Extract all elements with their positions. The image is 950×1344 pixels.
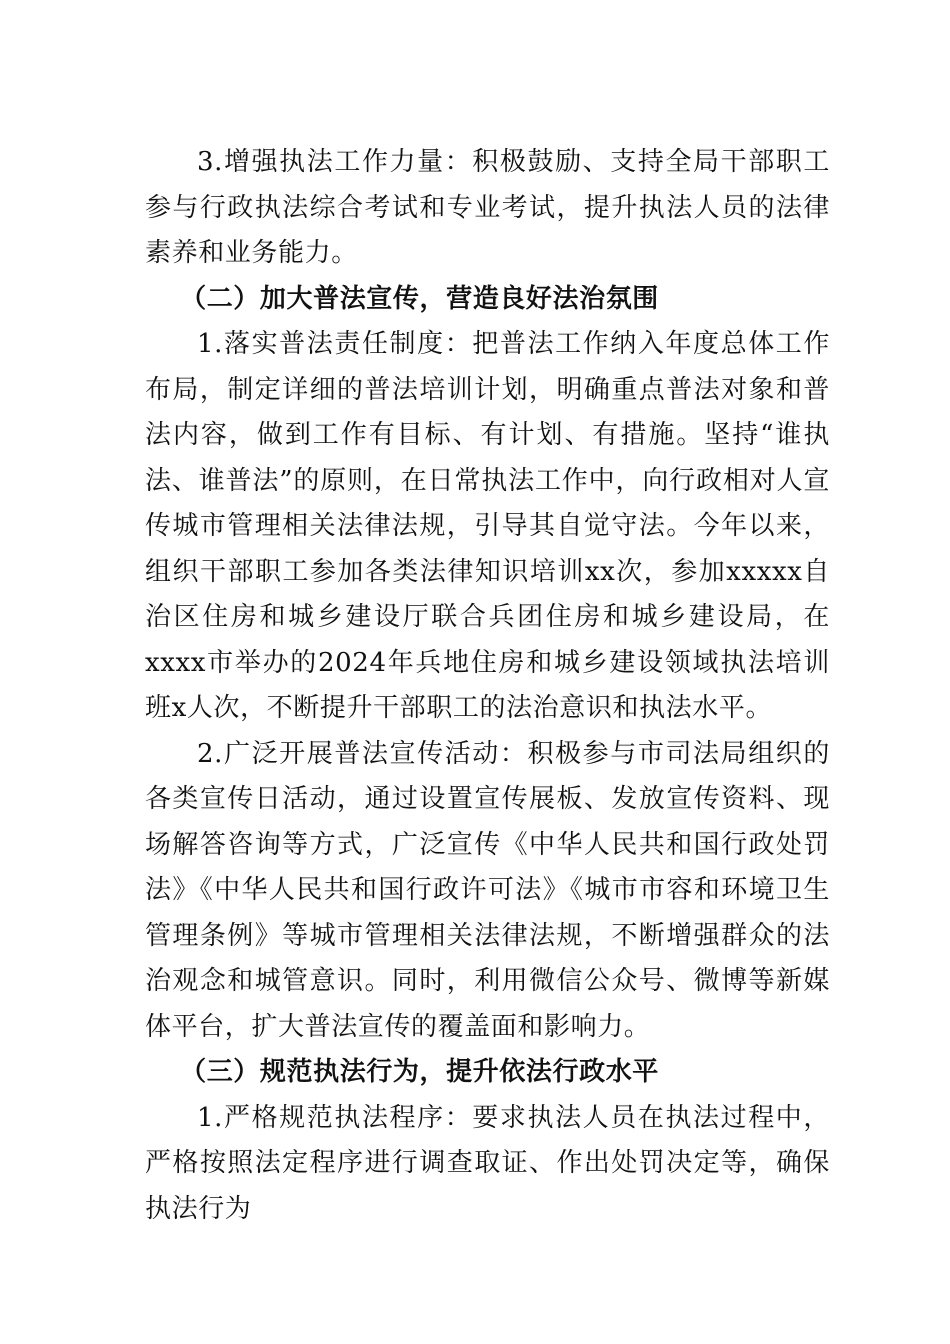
- section-heading-legal-publicity: （二）加大普法宣传，营造良好法治氛围: [180, 283, 659, 314]
- paragraph-legal-publicity-activities: 2.广泛开展普法宣传活动：积极参与市司法局组织的各类宣传日活动，通过设置宣传展板、发放宣传资料、现场解答咨询等方式，广泛宣传《中华人民共和国行政处罚法》《中华人民共和国行政许可法》《城市市容和环境卫生管理条例》等城市管理相关法律法规，不断增强群众的法治观念和城管意识。同时，利用微信公众号、微博等新媒体平台，扩大普法宣传的覆盖面和影响力。: [145, 738, 830, 1042]
- section-heading-standardize-enforcement: （三）规范执法行为，提升依法行政水平: [180, 1057, 659, 1087]
- paragraph-law-enforcement-strength: 3.增强执法工作力量：积极鼓励、支持全局干部职工参与行政执法综合考试和专业考试，提升执法人员的法律素养和业务能力。: [145, 147, 830, 268]
- paragraph-enforcement-procedures: 1.严格规范执法程序：要求执法人员在执法过程中，严格按照法定程序进行调查取证、作出处罚决定等，确保执法行为: [145, 1102, 830, 1224]
- document-body: [145, 140, 830, 1232]
- paragraph-legal-responsibility-system: 1.落实普法责任制度：把普法工作纳入年度总体工作布局，制定详细的普法培训计划，明确重点普法对象和普法内容，做到工作有目标、有计划、有措施。坚持“谁执法、谁普法”的原则，在日常执法工作中，向行政相对人宣传城市管理相关法律法规，引导其自觉守法。今年以来，组织干部职工参加各类法律知识培训xx次，参加xxxxx自治区住房和城乡建设厅联合兵团住房和城乡建设局，在xxxx市举办的2024年兵地住房和城乡建设领域执法培训班x人次，不断提升干部职工的法治意识和执法水平。: [145, 329, 830, 723]
